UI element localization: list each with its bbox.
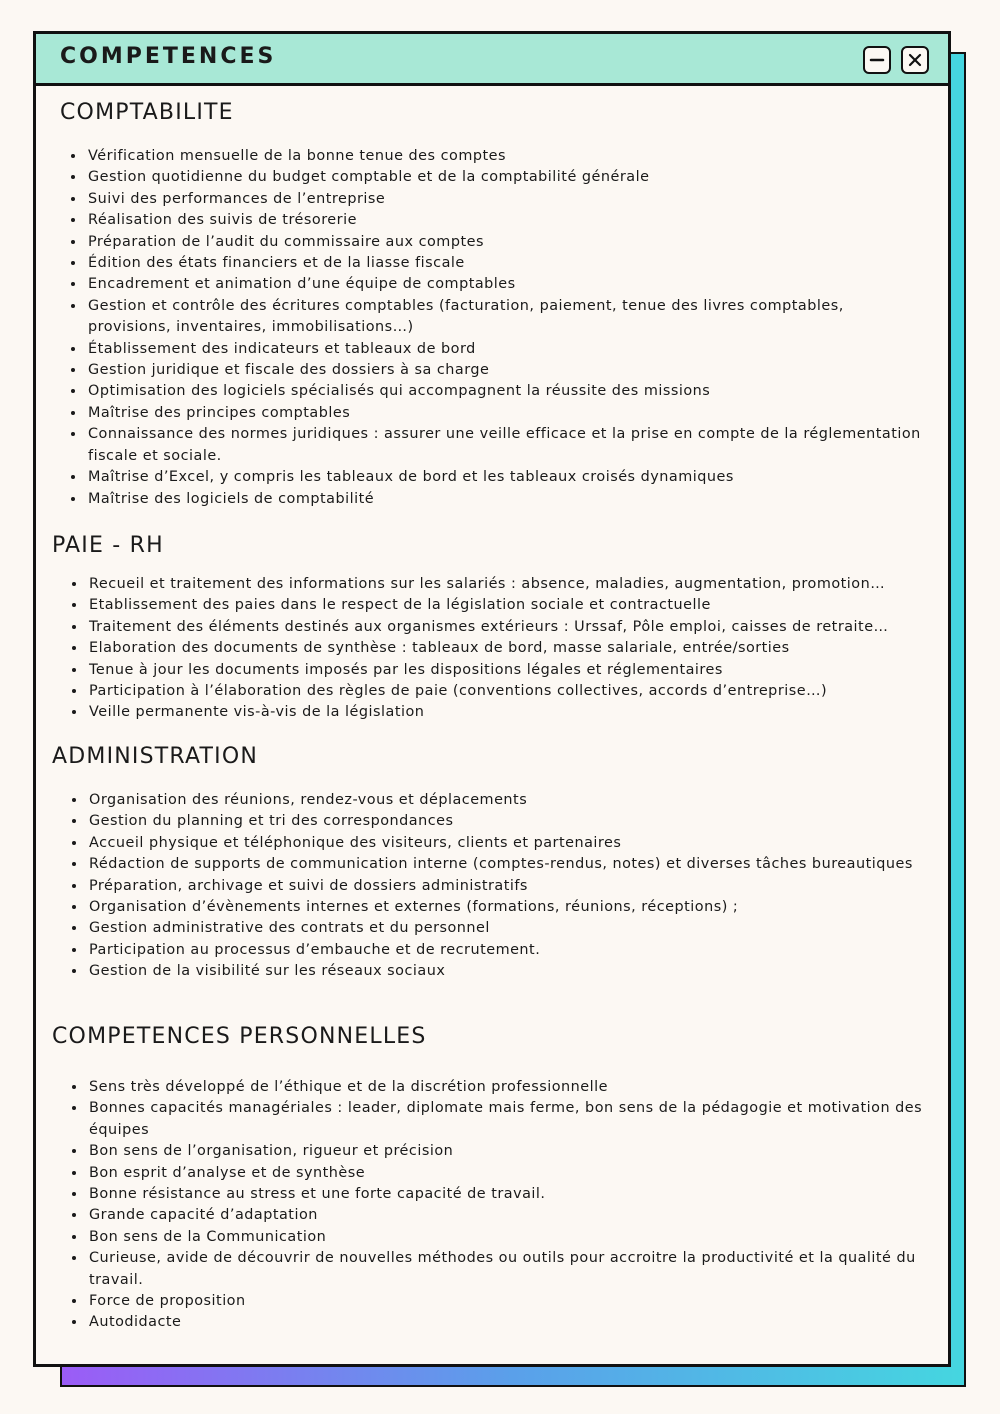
administration-list [68,790,927,983]
list-item: • Suivi des performances de l’entreprise [86,189,926,210]
list-item: • Gestion quotidienne du budget comptable et de la comptabilité générale [86,167,926,188]
list-item: • Veille permanente vis-à-vis de la législation [87,702,927,723]
list-item: • Participation à l’élaboration des règles de paie (conventions collectives, accords d’entreprise…) [87,681,927,702]
list-item: • Préparation de l’audit du commissaire aux comptes [86,232,926,253]
list-item: • Elaboration des documents de synthèse : tableaux de bord, masse salariale, entrée/sorties [87,638,927,659]
list-item: • Vérification mensuelle de la bonne tenue des comptes [86,146,926,167]
list-item: • Réalisation des suivis de trésorerie [86,210,926,231]
list-item: • Organisation d’évènements internes et externes (formations, réunions, réceptions) ; [87,897,927,918]
list-item: • Traitement des éléments destinés aux organismes extérieurs : Urssaf, Pôle emploi, caisses de retraite… [87,617,927,638]
list-item: • Bonne résistance au stress et une forte capacité de travail. [87,1184,927,1205]
minimize-icon [869,52,885,68]
list-item: • Établissement des indicateurs et tableaux de bord [86,339,926,360]
section-heading-administration: ADMINISTRATION [52,744,259,769]
close-icon [907,52,923,68]
list-item: • Connaissance des normes juridiques : assurer une veille efficace et la prise en compte de la réglementation fiscale et sociale. [86,424,926,467]
list-item: • Organisation des réunions, rendez-vous et déplacements [87,790,927,811]
list-item: • Gestion de la visibilité sur les réseaux sociaux [87,961,927,982]
list-item: • Curieuse, avide de découvrir de nouvelles méthodes ou outils pour accroitre la productivité et la qualité du travail. [87,1248,927,1291]
list-item: • Autodidacte [87,1312,927,1333]
list-item: • Tenue à jour les documents imposés par les dispositions légales et réglementaires [87,660,927,681]
list-item: • Préparation, archivage et suivi de dossiers administratifs [87,876,927,897]
list-item: • Gestion juridique et fiscale des dossiers à sa charge [86,360,926,381]
list-item: • Édition des états financiers et de la liasse fiscale [86,253,926,274]
list-item: • Maîtrise des logiciels de comptabilité [86,489,926,510]
list-item: • Grande capacité d’adaptation [87,1205,927,1226]
window-title: COMPETENCES [60,44,277,69]
list-item: • Gestion et contrôle des écritures comptables (facturation, paiement, tenue des livres comptables, provisions, inventaires, immobilisations…) [86,296,926,339]
list-item: • Maîtrise d’Excel, y compris les tableaux de bord et les tableaux croisés dynamiques [86,467,926,488]
list-item: • Maîtrise des principes comptables [86,403,926,424]
section-heading-competences-personnelles: COMPETENCES PERSONNELLES [52,1024,427,1049]
section-heading-comptabilite: COMPTABILITE [60,100,234,125]
list-item: • Bon sens de la Communication [87,1227,927,1248]
list-item: • Gestion du planning et tri des correspondances [87,811,927,832]
list-item: • Participation au processus d’embauche et de recrutement. [87,940,927,961]
list-item: • Gestion administrative des contrats et du personnel [87,918,927,939]
list-item: • Recueil et traitement des informations sur les salariés : absence, maladies, augmentation, promotion… [87,574,927,595]
list-item: • Accueil physique et téléphonique des visiteurs, clients et partenaires [87,833,927,854]
list-item: • Rédaction de supports de communication interne (comptes-rendus, notes) et diverses tâches bureautiques [87,854,927,875]
competences-personnelles-list [68,1077,927,1334]
title-bar [36,34,948,86]
list-item: • Bon esprit d’analyse et de synthèse [87,1163,927,1184]
close-button[interactable] [901,46,929,74]
section-heading-paie-rh: PAIE - RH [52,533,164,558]
comptabilite-list [67,146,926,510]
list-item: • Bon sens de l’organisation, rigueur et précision [87,1141,927,1162]
list-item: • Sens très développé de l’éthique et de la discrétion professionnelle [87,1077,927,1098]
competences-window [33,31,951,1367]
list-item: • Bonnes capacités managériales : leader, diplomate mais ferme, bon sens de la pédagogie et motivation des équipes [87,1098,927,1141]
list-item: • Force de proposition [87,1291,927,1312]
minimize-button[interactable] [863,46,891,74]
paie-rh-list [68,574,927,724]
list-item: • Etablissement des paies dans le respect de la législation sociale et contractuelle [87,595,927,616]
list-item: • Optimisation des logiciels spécialisés qui accompagnent la réussite des missions [86,381,926,402]
list-item: • Encadrement et animation d’une équipe de comptables [86,274,926,295]
